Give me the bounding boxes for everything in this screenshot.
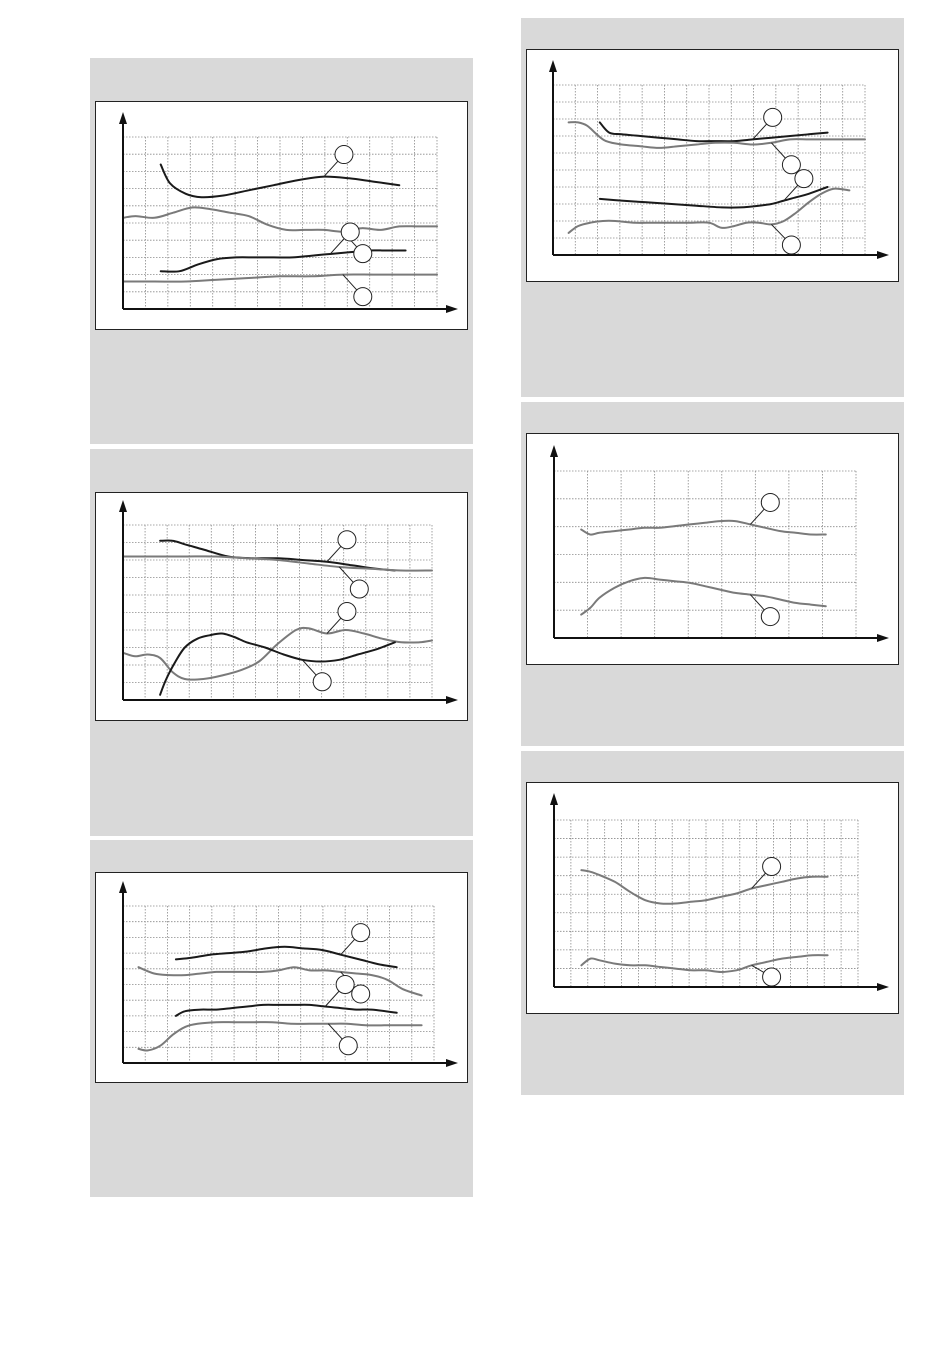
callout-circle-2 [763, 968, 781, 986]
panel-1 [90, 58, 473, 444]
axes [119, 112, 458, 313]
callout-leader-1 [324, 161, 338, 176]
y-axis-arrow [549, 60, 557, 72]
chart-1 [96, 102, 467, 329]
x-axis-arrow [446, 696, 458, 704]
axes [119, 881, 458, 1067]
chart-6-box [526, 782, 899, 1014]
x-axis-arrow [877, 983, 889, 991]
x-axis-arrow [877, 251, 889, 259]
y-axis-arrow [550, 445, 558, 457]
axes [550, 445, 889, 642]
callout-circle-2 [352, 985, 370, 1003]
callout-leader-4 [771, 224, 785, 238]
y-axis-arrow [119, 500, 127, 512]
callout-circle-3 [341, 223, 359, 241]
grid [554, 471, 856, 638]
series-line-2 [139, 967, 422, 995]
grid [123, 906, 434, 1063]
panel-4 [521, 18, 904, 397]
callout-circle-2 [782, 156, 800, 174]
callout-leader-2 [771, 143, 785, 158]
callout-leader-1 [327, 546, 341, 561]
callout-circle-3 [338, 603, 356, 621]
callout-circle-1 [335, 146, 353, 164]
chart-4 [527, 50, 898, 281]
callout-leader-1 [341, 939, 355, 954]
series-line-3 [176, 1005, 397, 1016]
chart-1-box [95, 101, 468, 330]
series-line-1 [176, 947, 397, 967]
callout-circle-1 [763, 857, 781, 875]
x-axis-arrow [446, 305, 458, 313]
callout-leader-3 [325, 991, 339, 1006]
chart-4-box [526, 49, 899, 282]
callout-circle-4 [782, 236, 800, 254]
callout-leader-1 [750, 509, 764, 524]
y-axis-arrow [119, 112, 127, 124]
grid [554, 820, 858, 987]
callout-circle-1 [352, 924, 370, 942]
panel-3 [90, 840, 473, 1197]
callout-circle-4 [339, 1037, 357, 1055]
chart-5 [527, 434, 898, 664]
callout-leader-2 [752, 965, 764, 972]
callout-circle-3 [336, 975, 354, 993]
x-axis-arrow [446, 1059, 458, 1067]
chart-3-box [95, 872, 468, 1083]
callout-circle-4 [354, 288, 372, 306]
series-line-4 [139, 1022, 422, 1050]
callout-leader-2 [339, 567, 353, 582]
x-axis-arrow [877, 634, 889, 642]
grid [123, 137, 437, 309]
panel-6 [521, 751, 904, 1095]
series-line-2 [581, 955, 827, 972]
callout-circle-1 [761, 493, 779, 511]
series-line-2 [569, 122, 865, 148]
panel-5 [521, 402, 904, 746]
chart-6 [527, 783, 898, 1013]
callout-circle-2 [350, 580, 368, 598]
chart-2 [96, 493, 467, 720]
callout-leader-1 [753, 124, 767, 139]
grid [553, 85, 865, 255]
callout-circle-2 [354, 245, 372, 263]
callout-circle-4 [313, 673, 331, 691]
callout-circle-2 [761, 608, 779, 626]
callout-leader-2 [750, 595, 764, 610]
y-axis-arrow [119, 881, 127, 893]
callout-circle-1 [764, 108, 782, 126]
callout-leader-4 [343, 275, 357, 290]
panel-2 [90, 449, 473, 836]
chart-5-box [526, 433, 899, 665]
y-axis-arrow [550, 793, 558, 805]
callout-circle-1 [338, 531, 356, 549]
chart-2-box [95, 492, 468, 721]
chart-3 [96, 873, 467, 1082]
callout-circle-3 [795, 170, 813, 188]
callout-leader-3 [330, 239, 344, 254]
axes [549, 60, 889, 259]
